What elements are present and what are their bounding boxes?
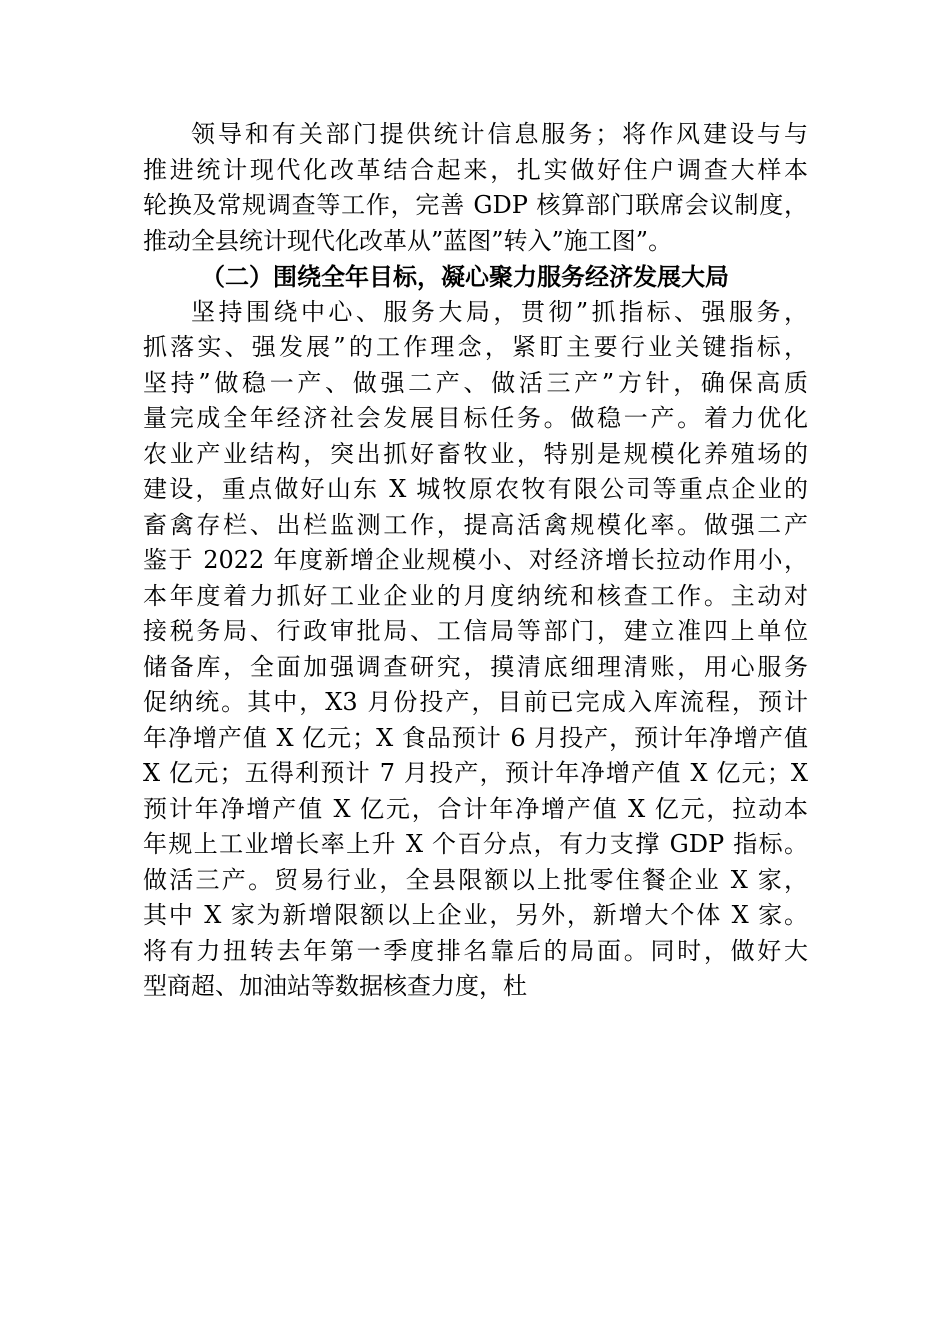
paragraph-line: 本年度着力抓好工业企业的月度纳统和核查工作。主动对: [143, 581, 808, 610]
paragraph-1: [143, 117, 808, 259]
paragraph-line: 坚持围绕中心、服务大局，贯彻”抓指标、强服务，: [191, 297, 808, 326]
paragraph-line: 坚持”做稳一产、做强二产、做活三产”方针，确保高质: [143, 368, 808, 397]
paragraph-line: 预计年净增产值 X 亿元，合计年净增产值 X 亿元，拉动本: [143, 794, 808, 823]
paragraph-line: 推进统计现代化改革结合起来，扎实做好住户调查大样本: [143, 155, 808, 184]
section-heading: （二）围绕全年目标，凝心聚力服务经济发展大局: [201, 262, 729, 291]
paragraph-line: 领导和有关部门提供统计信息服务；将作风建设与与: [191, 120, 808, 148]
paragraph-line: 量完成全年经济社会发展目标任务。做稳一产。着力优化: [143, 404, 808, 432]
paragraph-line: 轮换及常规调查等工作，完善 GDP 核算部门联席会议制度，: [143, 191, 808, 219]
paragraph-line: 型商超、加油站等数据核查力度，杜: [143, 972, 527, 1000]
paragraph-line: X 亿元；五得利预计 7 月投产，预计年净增产值 X 亿元；X: [143, 759, 808, 787]
paragraph-line: 年净增产值 X 亿元；X 食品预计 6 月投产，预计年净增产值: [143, 723, 808, 752]
document-body: [143, 117, 808, 1005]
paragraph-line: 其中 X 家为新增限额以上企业，另外，新增大个体 X 家。: [143, 901, 808, 929]
paragraph-line: 畜禽存栏、出栏监测工作，提高活禽规模化率。做强二产: [143, 510, 808, 539]
paragraph-line: 农业产业结构，突出抓好畜牧业，特别是规模化养殖场的: [143, 439, 808, 468]
paragraph-line: 抓落实、强发展”的工作理念，紧盯主要行业关键指标，: [143, 333, 808, 361]
paragraph-line: 建设，重点做好山东 X 城牧原农牧有限公司等重点企业的: [143, 475, 808, 503]
paragraph-2: [143, 295, 808, 1005]
paragraph-line: 储备库，全面加强调查研究，摸清底细理清账，用心服务: [143, 652, 808, 681]
paragraph-line: 鉴于 2022 年度新增企业规模小、对经济增长拉动作用小，: [143, 546, 808, 574]
paragraph-line: 推动全县统计现代化改革从”蓝图”转入”施工图”。: [143, 226, 673, 255]
paragraph-line: 促纳统。其中，X3 月份投产，目前已完成入库流程，预计: [143, 688, 808, 716]
paragraph-line: 做活三产。贸易行业，全县限额以上批零住餐企业 X 家，: [143, 865, 808, 894]
paragraph-line: 接税务局、行政审批局、工信局等部门，建立准四上单位: [143, 617, 808, 645]
paragraph-line: 年规上工业增长率上升 X 个百分点，有力支撑 GDP 指标。: [143, 830, 808, 858]
paragraph-line: 将有力扭转去年第一季度排名靠后的局面。同时，做好大: [143, 936, 808, 965]
